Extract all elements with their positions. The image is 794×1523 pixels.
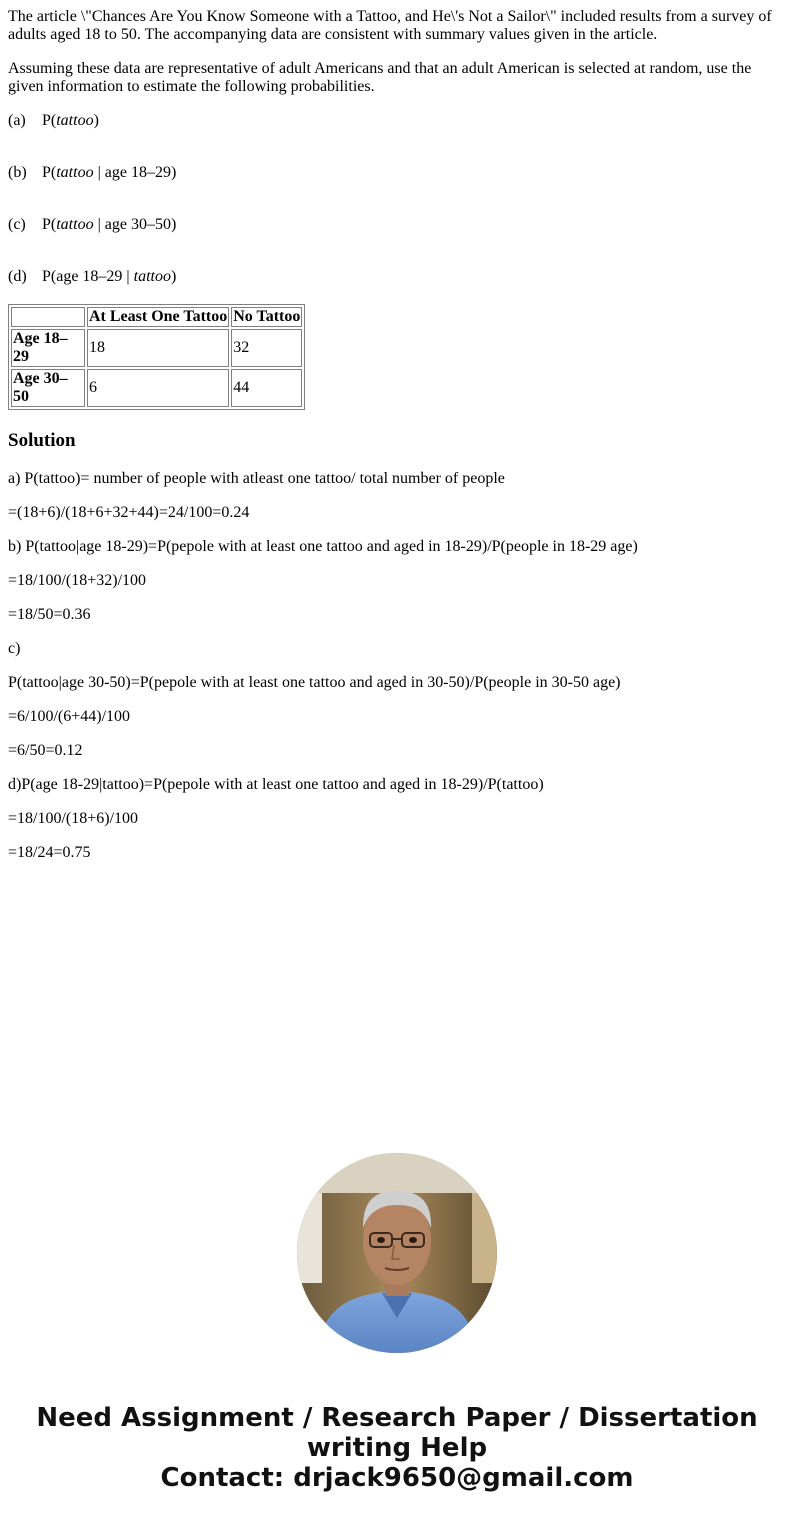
solution-line: =18/24=0.75 (8, 844, 91, 861)
solution-line: =18/100/(18+32)/100 (8, 572, 147, 589)
table-cell: 6 (87, 369, 229, 407)
table-header-cell (11, 307, 85, 327)
solution-line: =18/100/(18+6)/100 (8, 810, 139, 827)
table-cell: 32 (231, 329, 302, 367)
table-header-cell: At Least One Tattoo (89, 308, 228, 325)
solution-line: =18/50=0.36 (8, 606, 91, 623)
solution-line: =(18+6)/(18+6+32+44)=24/100=0.24 (8, 504, 250, 521)
problem-intro: The article \"Chances Are You Know Someone with a Tattoo, and He\'s Not a Sailor\" included results from a survey of adults aged 18 to 50. The accompanying data are consistent with summary values given in the article. (8, 8, 772, 43)
solution-heading: Solution (8, 430, 76, 451)
solution-line: =6/100/(6+44)/100 (8, 708, 131, 725)
table-row (11, 369, 302, 407)
expr-before: P(age 18–29 | (42, 268, 134, 285)
solution-body (8, 470, 786, 862)
question-expression (42, 112, 99, 129)
table-cell: 18 (87, 329, 229, 367)
question-expression (42, 268, 176, 285)
expr-italic: tattoo (56, 112, 94, 129)
expr-after: ) (170, 268, 177, 285)
problem-instructions: Assuming these data are representative of adult Americans and that an adult American is selected at random, use the given information to estimate the following probabilities. (8, 60, 752, 95)
author-avatar (297, 1153, 497, 1353)
author-portrait-image (297, 1153, 497, 1353)
question-a (8, 112, 786, 130)
question-b (8, 164, 786, 182)
expr-after: | age 30–50) (93, 216, 177, 233)
question-label: (a) (8, 112, 26, 129)
promo-footer (0, 1403, 794, 1493)
expr-after: | age 18–29) (93, 164, 177, 181)
expr-italic: tattoo (56, 216, 94, 233)
solution-line: c) (8, 640, 21, 657)
expr-before: P( (42, 216, 57, 233)
solution-line: =6/50=0.12 (8, 742, 83, 759)
tattoo-age-table (8, 304, 305, 410)
table-header-cell: No Tattoo (233, 308, 301, 325)
table-row-header: Age 18–29 (11, 329, 85, 367)
table-row-header: Age 30–50 (11, 369, 85, 407)
question-label: (c) (8, 216, 26, 233)
expr-after: ) (93, 112, 99, 129)
solution-line: a) P(tattoo)= number of people with atleast one tattoo/ total number of people (8, 470, 505, 487)
expr-italic: tattoo (56, 164, 94, 181)
promo-line: Need Assignment / Research Paper / Dissertation (36, 1403, 758, 1433)
question-label: (d) (8, 268, 27, 285)
question-d (8, 268, 786, 286)
expr-italic: tattoo (133, 268, 171, 285)
contact-email: Contact: drjack9650@gmail.com (160, 1463, 634, 1493)
expr-before: P( (42, 112, 57, 129)
table-cell: 44 (231, 369, 302, 407)
question-expression (42, 216, 176, 233)
question-c (8, 216, 786, 234)
solution-line: b) P(tattoo|age 18-29)=P(pepole with at least one tattoo and aged in 18-29)/P(people in 18-29 age) (8, 538, 638, 555)
question-expression (42, 164, 176, 181)
table-row (11, 329, 302, 367)
question-label: (b) (8, 164, 27, 181)
expr-before: P( (42, 164, 57, 181)
table-header-row (11, 307, 302, 327)
promo-line: writing Help (306, 1433, 488, 1463)
solution-line: d)P(age 18-29|tattoo)=P(pepole with at least one tattoo and aged in 18-29)/P(tattoo) (8, 776, 544, 793)
solution-line: P(tattoo|age 30-50)=P(pepole with at least one tattoo and aged in 30-50)/P(people in 30-50 age) (8, 674, 621, 691)
